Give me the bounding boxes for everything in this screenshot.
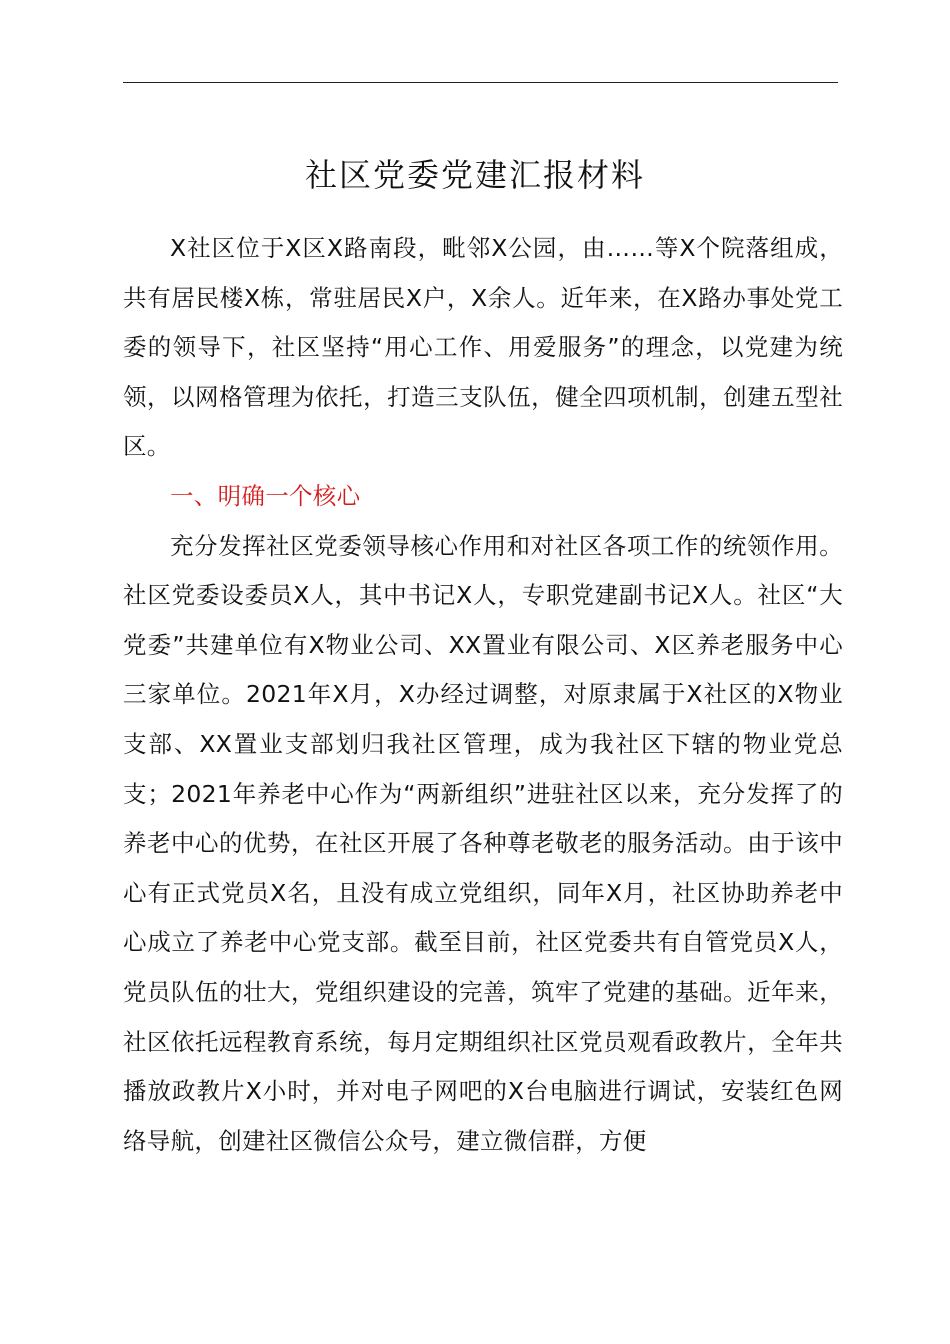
section-1-paragraph: 充分发挥社区党委领导核心作用和对社区各项工作的统领作用。社区党委设委员X人，其中书记X人，专职党建副书记X人。社区“大党委”共建单位有X物业公司、XX置业有限公司、X区养老服务中心三家单位。2021年X月，X办经过调整，对原隶属于X社区的X物业支部、XX置业支部划归我社区管理，成为我社区下辖的物业党总支；2021年养老中心作为“两新组织”进驻社区以来，充分发挥了的养老中心的优势，在社区开展了各种尊老敬老的服务活动。由于该中心有正式党员X名，且没有成立党组织，同年X月，社区协助养老中心成立了养老中心党支部。截至目前，社区党委共有自管党员X人，党员队伍的壮大，党组织建设的完善，筑牢了党建的基础。近年来，社区依托远程教育系统，每月定期组织社区党员观看政教片，全年共播放政教片X小时，并对电子网吧的X台电脑进行调试，安装红色网络导航，创建社区微信公众号，建立微信群，方便 [123, 531, 843, 1155]
header-rule [123, 82, 838, 83]
section-heading-1: 一、明确一个核心 [170, 481, 361, 510]
document-title: 社区党委党建汇报材料 [304, 156, 645, 194]
document-body [123, 224, 843, 1166]
intro-paragraph: X社区位于X区X路南段，毗邻X公园，由……等X个院落组成，共有居民楼X栋，常驻居民X户，X余人。近年来，在X路办事处党工委的领导下，社区坚持“用心工作、用爱服务”的理念，以党建为统领，以网格管理为依托，打造三支队伍，健全四项机制，创建五型社区。 [123, 234, 843, 461]
